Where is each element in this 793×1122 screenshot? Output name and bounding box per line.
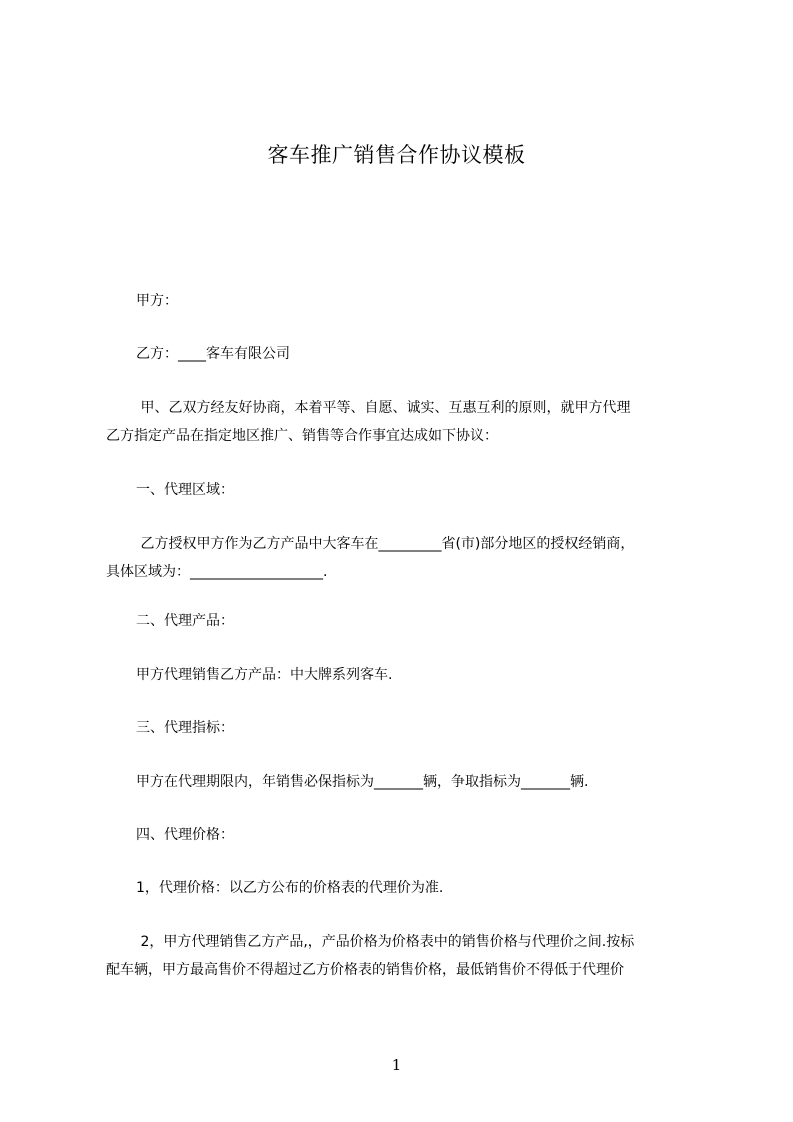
document-title: 客车推广销售合作协议模板 (267, 143, 526, 167)
section-1-text-line-2: 具体区域为：___________________. (106, 564, 328, 580)
section-3-heading: 三、代理指标： (136, 720, 234, 736)
section-2-text: 甲方代理销售乙方产品：中大牌系列客车. (136, 667, 393, 683)
section-2-heading: 二、代理产品： (136, 613, 234, 629)
section-4-item-2-line-2: 配车辆，甲方最高售价不得超过乙方价格表的销售价格，最低销售价不得低于代理价 (106, 962, 624, 978)
party-b-line: 乙方：____客车有限公司 (136, 346, 290, 362)
preamble-line-2: 乙方指定产品在指定地区推广、销售等合作事宜达成如下协议： (106, 428, 498, 444)
page-number: 1 (391, 1056, 402, 1074)
preamble-line-1: 甲、乙双方经友好协商，本着平等、自愿、诚实、互惠互利的原则，就甲方代理 (136, 400, 631, 416)
section-4-heading: 四、代理价格： (136, 827, 234, 843)
section-4-item-2-line-1: 2，甲方代理销售乙方产品,，产品价格为价格表中的销售价格与代理价之间.按标 (136, 934, 635, 950)
section-3-text: 甲方在代理期限内，年销售必保指标为_______辆，争取指标为_______辆. (136, 774, 589, 790)
section-4-item-1: 1，代理价格：以乙方公布的价格表的代理价为准. (136, 880, 444, 896)
section-1-text-line-1: 乙方授权甲方作为乙方产品中大客车在_________省(市)部分地区的授权经销商， (136, 536, 635, 552)
section-1-heading: 一、代理区域： (136, 482, 234, 498)
party-a-line: 甲方： (136, 293, 178, 309)
